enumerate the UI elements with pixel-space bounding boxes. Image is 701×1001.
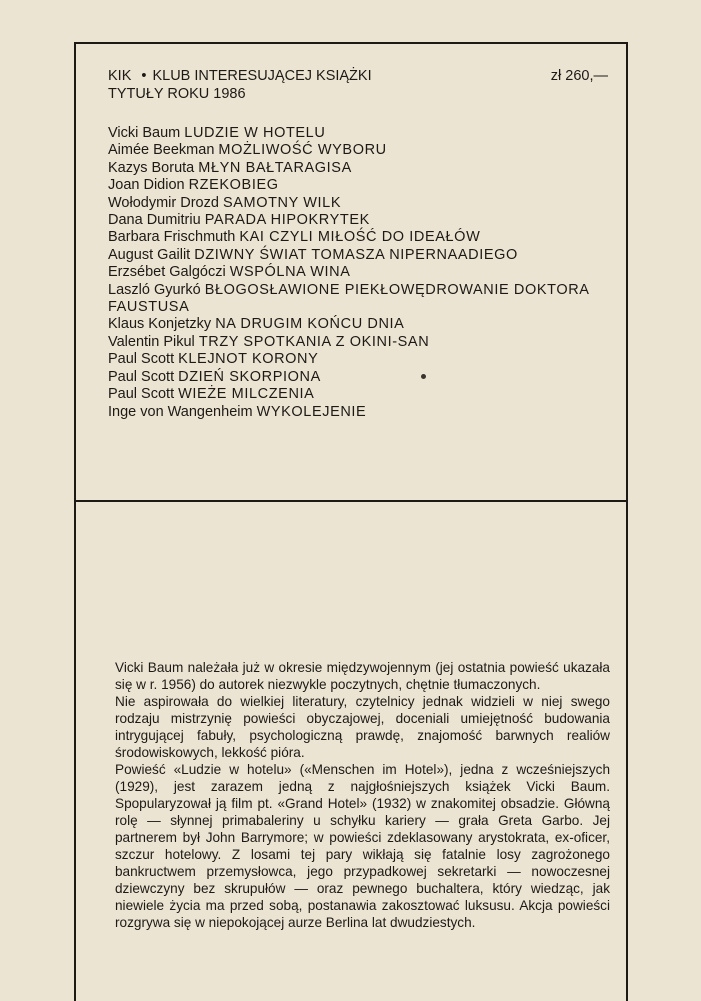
- title-entry: [108, 195, 628, 212]
- title-entry: [108, 404, 628, 421]
- book-description: [115, 659, 610, 931]
- series-line: [108, 67, 608, 85]
- title-entry: [108, 282, 628, 317]
- author-name: Paul Scott: [108, 351, 175, 368]
- title-entry: [108, 351, 628, 368]
- book-title: LUDZIE W HOTELU: [184, 125, 326, 141]
- series-subtitle: TYTUŁY ROKU 1986: [108, 86, 246, 102]
- author-name: Barbara Frischmuth: [108, 229, 236, 246]
- author-name: Paul Scott: [108, 368, 175, 385]
- title-entry: [108, 264, 628, 281]
- book-title: SAMOTNY WILK: [222, 194, 342, 211]
- series-heading: [108, 67, 372, 85]
- book-title: TRZY SPOTKANIA Z OKINI-SAN: [198, 333, 430, 350]
- book-title: DZIEŃ SKORPIONA: [178, 368, 321, 385]
- author-name: Klaus Konjetzky: [108, 316, 212, 333]
- book-title: KLEJNOT KORONY: [178, 351, 319, 368]
- title-entry: [108, 386, 628, 403]
- book-title: WSPÓLNA WINA: [229, 264, 351, 281]
- author-name: Wołodymir Drozd: [108, 194, 219, 211]
- title-entry: [108, 125, 628, 142]
- book-title: KAI CZYLI MIŁOŚĆ DO IDEAŁÓW: [239, 229, 481, 246]
- book-title: WYKOLEJENIE: [256, 403, 367, 420]
- title-entry: [108, 316, 628, 333]
- author-name: Dana Dumitriu: [108, 212, 201, 229]
- author-name: Erzsébet Galgóczi: [108, 264, 226, 281]
- author-name: Aimée Beekman: [108, 142, 215, 159]
- book-title: RZEKOBIEG: [188, 177, 279, 194]
- series-bullet: •: [141, 68, 147, 84]
- book-title: MOŻLIWOŚĆ WYBORU: [218, 142, 387, 159]
- author-name: Laszló Gyurkó: [108, 281, 201, 298]
- author-name: Paul Scott: [108, 386, 175, 403]
- book-title: BŁOGOSŁAWIONE PIEKŁOWĘDROWANIE DOKTORA FAUSTUSA: [108, 281, 589, 316]
- author-name: Inge von Wangenheim: [108, 403, 253, 420]
- author-name: Kazys Boruta: [108, 159, 195, 176]
- description-paragraph: Nie aspirowała do wielkiej literatury, czytelnicy jednak widzieli w niej swego rodzaju mistrzynię powieści obyczajowej, doceniali umiejętność budowania intrygującej fabuły, psychologiczną prawdę, znajomość barwnych realiów środowiskowych, lekkość pióra.: [115, 694, 610, 760]
- series-name: KLUB INTERESUJĄCEJ KSIĄŻKI: [152, 68, 372, 84]
- title-list: [108, 125, 628, 421]
- title-entry: [108, 369, 628, 386]
- title-entry: [108, 160, 628, 177]
- book-title: NA DRUGIM KOŃCU DNIA: [215, 316, 405, 333]
- print-speck: [421, 374, 426, 379]
- author-name: Joan Didion: [108, 177, 185, 194]
- price-label: zł 260,—: [550, 68, 608, 84]
- title-entry: [108, 142, 628, 159]
- title-entry: [108, 212, 628, 229]
- book-title: WIEŻE MILCZENIA: [178, 386, 315, 403]
- title-entry: [108, 177, 628, 194]
- series-header: [108, 67, 608, 103]
- author-name: Vicki Baum: [108, 125, 181, 141]
- title-entry: [108, 247, 628, 264]
- description-paragraph: Vicki Baum należała już w okresie międzywojennym (jej ostatnia powieść ukazała się w r. 1956) do autorek niezwykle poczytnych, chętnie tłumaczonych.: [115, 660, 610, 692]
- series-code: KIK: [108, 68, 132, 84]
- author-name: Valentin Pikul: [108, 333, 195, 350]
- frame-divider: [74, 500, 628, 502]
- title-entry: [108, 229, 628, 246]
- author-name: August Gailit: [108, 246, 191, 263]
- description-paragraph: Powieść «Ludzie w hotelu» («Menschen im Hotel»), jedna z wcześniejszych (1929), jest zarazem jedną z najgłośniejszych książek Vicki Baum. Spopularyzował ją film pt. «Grand Hotel» (1932) w znakomitej obsadzie. Główną rolę — słynnej primabaleriny u schyłku kariery — grała Greta Garbo. Jej partnerem był John Barrymore; w powieści zdeklasowany arystokrata, ex-oficer, szczur hotelowy. Z losami tej pary wikłają się fatalnie losy zagrożonego bankructwem przemysłowca, jego przypadkowej sekretarki — nowoczesnej dziewczyny bez skrupułów — oraz pewnego buchaltera, który wiedząc, jak niewiele życia ma przed sobą, postanawia zakosztować luksusu. Akcja powieści rozgrywa się w niepokojącej aurze Berlina lat dwudziestych.: [115, 762, 610, 930]
- book-title: DZIWNY ŚWIAT TOMASZA NIPERNAADIEGO: [194, 246, 518, 263]
- book-title: PARADA HIPOKRYTEK: [204, 212, 370, 229]
- title-entry: [108, 334, 628, 351]
- book-title: MŁYN BAŁTARAGISA: [198, 159, 352, 176]
